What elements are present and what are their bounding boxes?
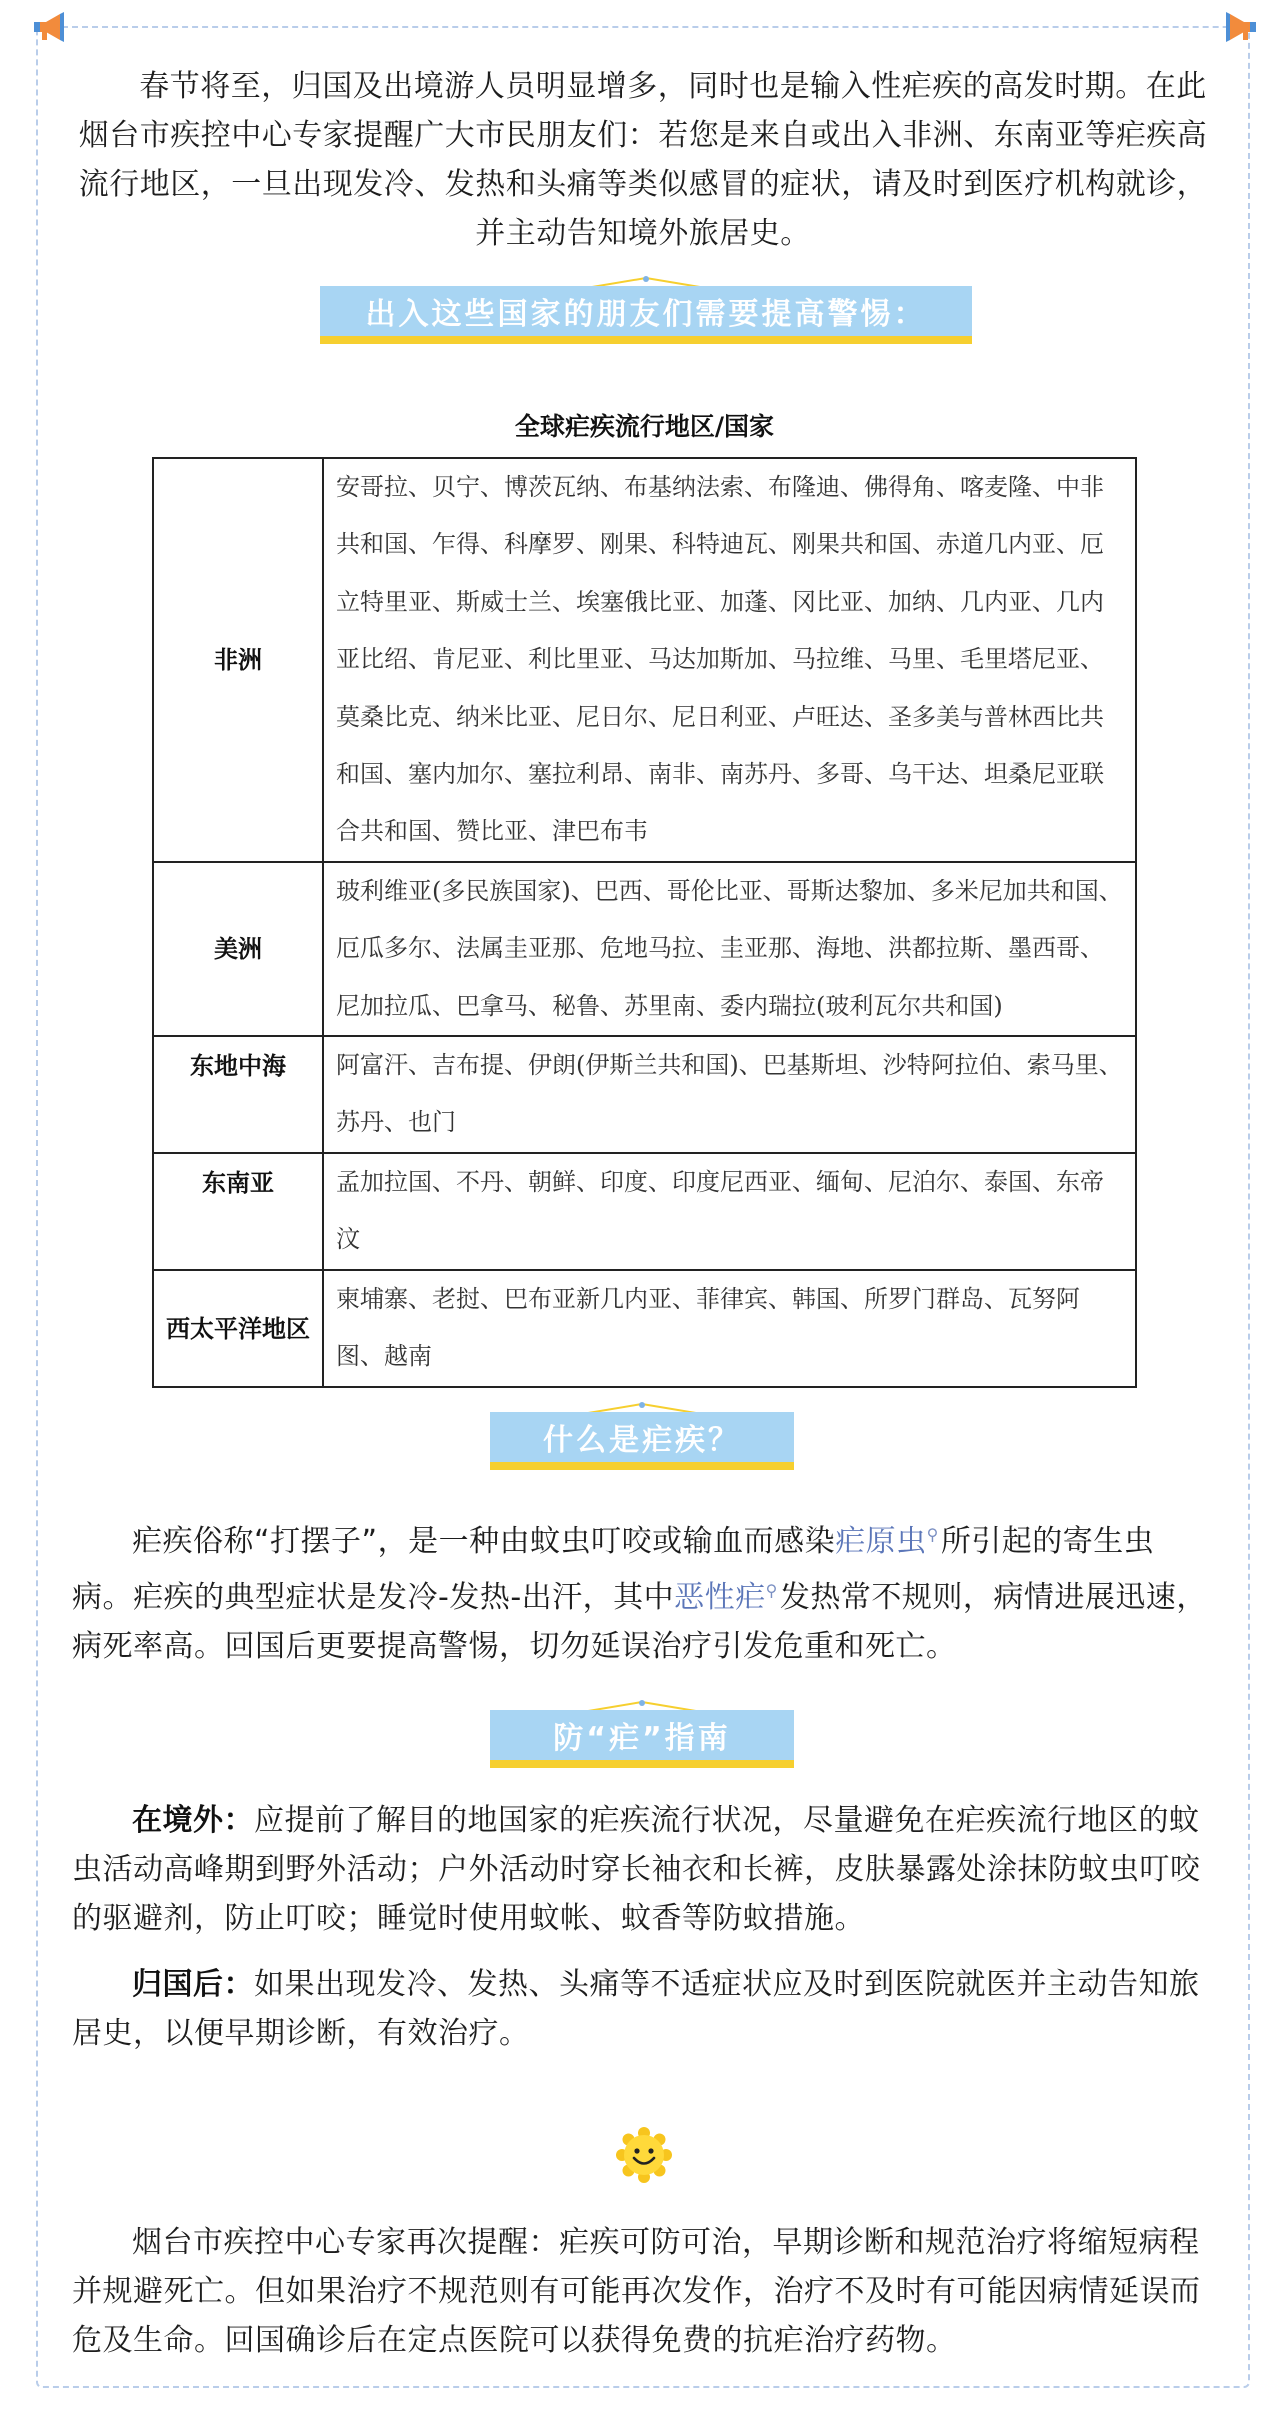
alert-banner-label: 出入这些国家的朋友们需要提高警惕： — [320, 286, 972, 344]
region-cell: 西太平洋地区 — [153, 1270, 323, 1387]
intro-text: 春节将至，归国及出境游人员明显增多，同时也是输入性疟疾的高发时期。在此烟台市疾控中心专家提醒广大市民朋友们：若您是来自或出入非洲、东南亚等疟疾高流行地区，一旦出现发冷、发热和头痛等类似感冒的症状，请及时到医疗机构就诊，并主动告知境外旅居史。 — [78, 69, 1208, 251]
link-falciparum[interactable]: 恶性疟 — [674, 1580, 766, 1615]
abroad-text: 应提前了解目的地国家的疟疾流行状况，尽量避免在疟疾流行地区的蚊虫活动高峰期到野外活动；户外活动时穿长袖衣和长裤，皮肤暴露处涂抹防蚊虫叮咬的驱避剂，防止叮咬；睡觉时使用蚊帐、蚊香等防蚊措施。 — [72, 1803, 1201, 1936]
region-cell: 东地中海 — [153, 1036, 323, 1153]
what-is-banner-label: 什么是疟疾？ — [490, 1412, 794, 1470]
return-paragraph — [72, 1960, 1214, 2058]
intro-paragraph — [72, 62, 1214, 258]
guide-banner — [490, 1702, 794, 1774]
countries-cell: 阿富汗、吉布提、伊朗(伊斯兰共和国)、巴基斯坦、沙特阿拉伯、索马里、苏丹、也门 — [323, 1036, 1136, 1153]
what-is-banner — [490, 1404, 794, 1476]
table-row — [153, 1270, 1136, 1387]
closing-text: 烟台市疾控中心专家再次提醒：疟疾可防可治，早期诊断和规范治疗将缩短病程并规避死亡。但如果治疗不规范则有可能再次发作，治疗不及时有可能因病情延误而危及生命。回国确诊后在定点医院可以获得免费的抗疟治疗药物。 — [72, 2225, 1201, 2358]
region-cell: 非洲 — [153, 458, 323, 862]
malaria-regions-table — [152, 457, 1137, 1388]
countries-cell: 柬埔寨、老挝、巴布亚新几内亚、菲律宾、韩国、所罗门群岛、瓦努阿图、越南 — [323, 1270, 1136, 1387]
table-row — [153, 1153, 1136, 1270]
what-is-paragraph — [72, 1510, 1214, 1671]
region-cell: 东南亚 — [153, 1153, 323, 1270]
megaphone-icon — [1222, 10, 1260, 44]
countries-cell: 玻利维亚(多民族国家)、巴西、哥伦比亚、哥斯达黎加、多米尼加共和国、厄瓜多尔、法属圭亚那、危地马拉、圭亚那、海地、洪都拉斯、墨西哥、尼加拉瓜、巴拿马、秘鲁、苏里南、委内瑞拉(玻利瓦尔共和国) — [323, 862, 1136, 1036]
table-title: 全球疟疾流行地区/国家 — [514, 412, 775, 441]
search-icon[interactable]: ⚲ — [765, 1581, 778, 1600]
what-is-text-1: 疟疾俗称“打摆子”，是一种由蚊虫叮咬或输血而感染 — [132, 1524, 836, 1559]
abroad-label: 在境外： — [132, 1803, 254, 1838]
abroad-paragraph — [72, 1796, 1214, 1943]
return-text: 如果出现发冷、发热、头痛等不适症状应及时到医院就医并主动告知旅居史，以便早期诊断，有效治疗。 — [72, 1967, 1200, 2051]
table-row — [153, 862, 1136, 1036]
search-icon[interactable]: ⚲ — [926, 1525, 939, 1544]
return-label: 归国后： — [132, 1967, 254, 2002]
table-row — [153, 458, 1136, 862]
megaphone-icon — [30, 10, 68, 44]
link-plasmodium[interactable]: 疟原虫 — [835, 1524, 927, 1559]
what-is-text-3: 发热常不规则，病情进展迅速，病死率高。回国后更要提高警惕，切勿延误治疗引发危重和死亡。 — [72, 1580, 1207, 1664]
guide-banner-label: 防“疟”指南 — [490, 1710, 794, 1768]
countries-cell: 孟加拉国、不丹、朝鲜、印度、印度尼西亚、缅甸、尼泊尔、泰国、东帝汶 — [323, 1153, 1136, 1270]
what-is-text-2: 所引起的寄生虫病。疟疾的典型症状是发冷-发热-出汗，其中 — [72, 1524, 1155, 1615]
countries-cell: 安哥拉、贝宁、博茨瓦纳、布基纳法索、布隆迪、佛得角、喀麦隆、中非共和国、乍得、科摩罗、刚果、科特迪瓦、刚果共和国、赤道几内亚、厄立特里亚、斯威士兰、埃塞俄比亚、加蓬、冈比亚、加纳、几内亚、几内亚比绍、肯尼亚、利比里亚、马达加斯加、马拉维、马里、毛里塔尼亚、莫桑比克、纳米比亚、尼日尔、尼日利亚、卢旺达、圣多美与普林西比共和国、塞内加尔、塞拉利昂、南非、南苏丹、多哥、乌干达、坦桑尼亚联合共和国、赞比亚、津巴布韦 — [323, 458, 1136, 862]
table-row — [153, 1036, 1136, 1153]
closing-paragraph — [72, 2218, 1214, 2365]
smiley-icon — [616, 2127, 672, 2183]
alert-banner — [320, 278, 972, 350]
region-cell: 美洲 — [153, 862, 323, 1036]
